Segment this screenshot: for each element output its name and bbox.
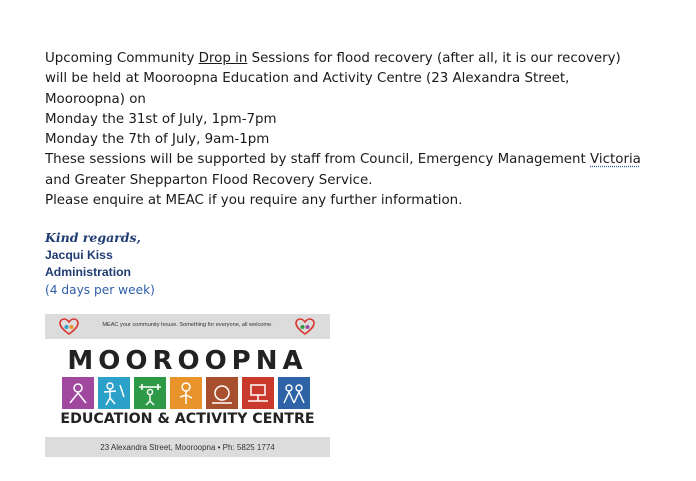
logo-subtitle: EDUCATION & ACTIVITY CENTRE [60, 411, 315, 427]
drop-in-link[interactable]: Drop in [198, 51, 248, 66]
email-body [45, 49, 655, 211]
activity-tile-fitness [134, 377, 166, 409]
activity-tile-garden [170, 377, 202, 409]
logo-title: MOOROOPNA [67, 346, 308, 376]
message-line-8: Please enquire at MEAC if you require any further information. [45, 193, 463, 209]
session-date-1: Monday the 31st of July, 1pm-7pm [45, 111, 277, 127]
activity-tile-cooking [206, 377, 238, 409]
meac-logo [45, 314, 330, 457]
signature-role: Administration [45, 265, 131, 279]
signature-block [45, 229, 155, 299]
message-line-7: and Greater Shepparton Flood Recovery Service. [45, 172, 373, 188]
activity-tile-group [278, 377, 310, 409]
signature-days: (4 days per week) [45, 282, 155, 297]
logo-address: 23 Alexandra Street, Mooroopna • Ph: 5825 1774 [100, 443, 275, 452]
signature-name: Jacqui Kiss [45, 247, 113, 262]
message-line-6: These sessions will be supported by staff from Council, Emergency Management Victoria [45, 152, 641, 168]
message-line-2: will be held at Mooroopna Education and Activity Centre (23 Alexandra Street, [45, 71, 570, 87]
message-line-1: Upcoming Community Drop in Sessions for flood recovery (after all, it is our recovery) [45, 51, 621, 66]
heart-left-icon [59, 318, 79, 336]
heart-right-icon [295, 318, 315, 336]
activity-tile-computer [242, 377, 274, 409]
activity-tile-craft [62, 377, 94, 409]
victoria-word[interactable]: Victoria [590, 152, 641, 168]
logo-tagline: MEAC your community house. Something for everyone, all welcome. [102, 322, 273, 328]
activity-tile-dance [98, 377, 130, 409]
session-date-2: Monday the 7th of July, 9am-1pm [45, 132, 270, 148]
message-line-3: Mooroopna) on [45, 91, 146, 107]
kind-regards: Kind regards, [45, 230, 141, 245]
